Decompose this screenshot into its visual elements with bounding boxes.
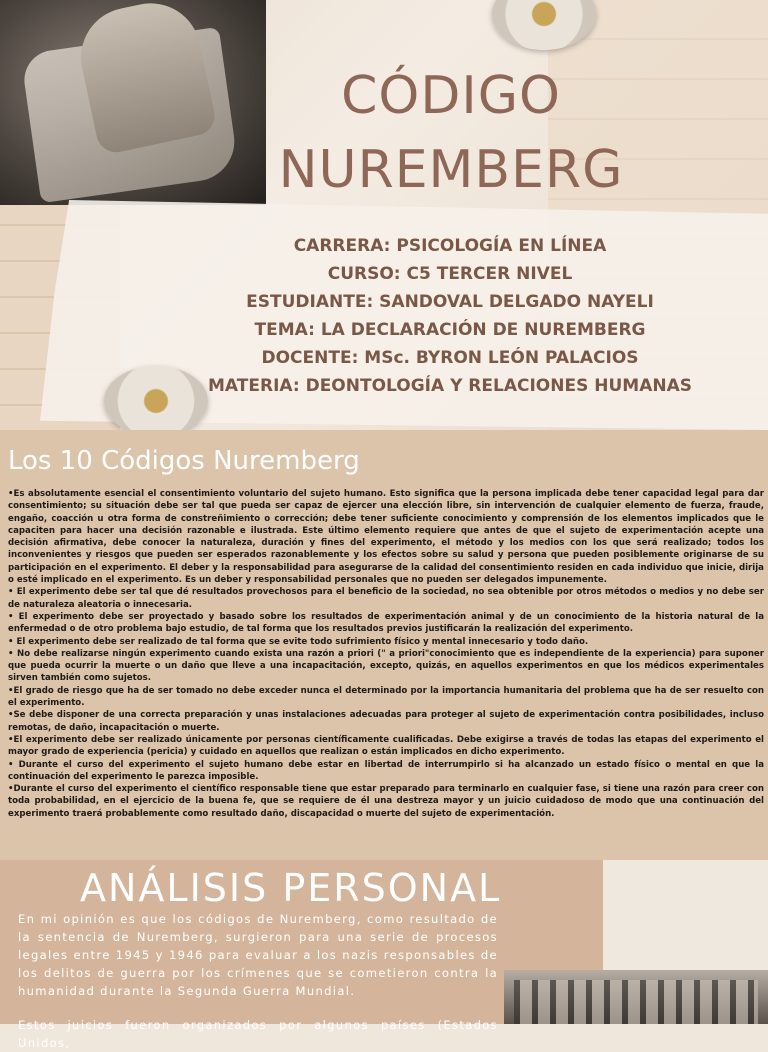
codes-list <box>8 488 764 820</box>
historical-photo <box>0 0 266 205</box>
code-item: • El experimento debe ser proyectado y basado sobre los resultados de experimentación animal y de un conocimiento de la historia natural de la enfermedad o de otro problema bajo estudio, de tal forma que los resultados previos justificarán la realización del experimento. <box>8 611 764 635</box>
course-info-teacher: DOCENTE: MSc. BYRON LEÓN PALACIOS <box>261 348 639 368</box>
page-title-line1: CÓDIGO <box>341 66 561 126</box>
course-info-subject: MATERIA: DEONTOLOGÍA Y RELACIONES HUMANAS <box>208 376 692 396</box>
analysis-paragraph-2: Estos juicios fueron organizados por algunos países (Estados Unidos, <box>18 1018 498 1050</box>
code-item: •El experimento debe ser realizado únicamente por personas científicamente cualificadas. Debe exigirse a través de todas las etapas del experimento el mayor grado de experiencia (pericia) y cuidado en aquellos que realizan o están implicados en dicho experimento. <box>8 734 764 758</box>
code-item: • Durante el curso del experimento el sujeto humano debe estar en libertad de interrumpirlo si ha alcanzado un estado físico o mental en que la continuación del experimento le parezca imposible. <box>8 759 764 782</box>
analysis-heading: ANÁLISIS PERSONAL <box>80 866 502 910</box>
course-info-career: CARRERA: PSICOLOGÍA EN LÍNEA <box>293 236 607 256</box>
code-item: •Se debe disponer de una correcta preparación y unas instalaciones adecuadas para proteger al sujeto de experimentación contra posibilidades, incluso remotas, de daño, incapacitación o muerte. <box>8 710 764 733</box>
code-item: •Durante el curso del experimento el científico responsable tiene que estar preparado para terminarlo en cualquier fase, si tiene una razón para creer con toda probabilidad, en el ejercicio de la buena fe, que se requiere de él una destreza mayor y un juicio cuidadoso de modo que una continuación del experimento traerá probablemente como resultado daño, discapacidad o muerte del sujeto de experimentación. <box>8 784 764 819</box>
course-info-student: ESTUDIANTE: SANDOVAL DELGADO NAYELI <box>246 292 654 312</box>
code-item: • El experimento debe ser realizado de tal forma que se evite todo sufrimiento físico y mental innecesario y todo daño. <box>8 636 589 647</box>
code-item: •El grado de riesgo que ha de ser tomado no debe exceder nunca el determinado por la importancia humanitaria del problema que ha de ser resuelto con el experimento. <box>8 685 764 709</box>
course-info-course: CURSO: C5 TERCER NIVEL <box>327 264 573 284</box>
analysis-paragraph: En mi opinión es que los códigos de Nuremberg, como resultado de la sentencia de Nuremberg, surgieron para una serie de procesos legales entre 1945 y 1946 para evaluar a los nazis responsables de los delitos de guerra por los crímenes que se cometieron contra la humanidad durante la Segunda Guerra Mundial. <box>18 912 498 998</box>
analysis-section <box>0 860 768 1050</box>
historical-photo-small <box>504 970 768 1024</box>
codes-heading: Los 10 Códigos Nuremberg <box>8 446 360 476</box>
code-item: •Es absolutamente esencial el consentimiento voluntario del sujeto humano. Esto significa que la persona implicada debe tener capacidad legal para dar consentimiento; su situación debe ser tal que pueda ser capaz de ejercer una elección libre, sin intervención de cualquier elemento de fuerza, fraude, engaño, coacción u otra forma de constreñimiento o corrección; debe tener suficiente conocimiento y comprensión de los elementos implicados que le capaciten para hacer una decisión razonable e ilustrada. Este último elemento requiere que antes de que el sujeto de experimentación acepte una decisión afirmativa, debe conocer la naturaleza, duración y fines del experimento, el método y los medios con los que será realizado; todos los inconvenientes y riesgos que pueden ser esperados razonablemente y los efectos sobre su salud y persona que pueden posiblemente originarse de su participación en el experimento. El deber y la responsabilidad para asegurarse de la calidad del consentimiento residen en cada individuo que inicie, dirija o esté implicado en el experimento. Es un deber y responsabilidad personales que no pueden ser delegados impunemente. <box>8 489 764 586</box>
cover-section <box>0 0 768 430</box>
code-item: • No debe realizarse ningún experimento cuando exista una razón a priori (" a priori"conocimiento que es independiente de la experiencia) para suponer que pueda ocurrir la muerte o un daño que lleve a una incapacitación, excepto, quizás, en aquellos experimentos en que los médicos experimentales sirven también como sujetos. <box>8 648 764 684</box>
codes-section <box>0 430 768 860</box>
code-item: • El experimento debe ser tal que dé resultados provechosos para el beneficio de la sociedad, no sea obtenible por otros métodos o medios y no debe ser de naturaleza aleatoria o innecesaria. <box>8 587 764 610</box>
page-title-line2: NUREMBERG <box>278 140 624 200</box>
course-info-topic: TEMA: LA DECLARACIÓN DE NUREMBERG <box>254 320 646 340</box>
